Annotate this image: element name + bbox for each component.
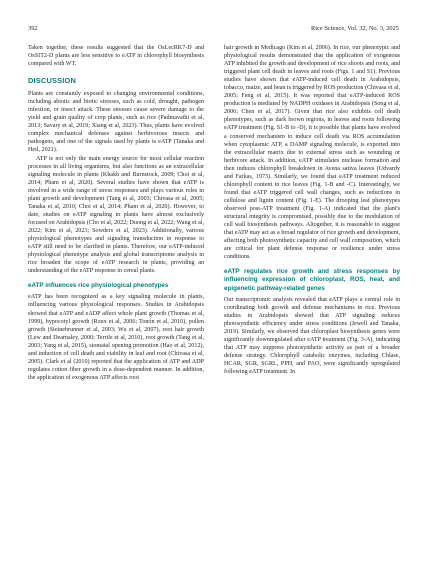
page-number: 392 (28, 25, 38, 32)
subsection-heading-transcriptome: eATP regulates rice growth and stress responses by influencing expression of chloroplast, ROS, heat, and epigenetic pathway-related genes (224, 268, 400, 292)
discussion-paragraph-2: ATP is not only the main energy source for most cellular reaction processes in all living organisms, but also functions as an extracellular signaling molecule in plants (Khakh and Burnstock, 2009; Choi et al, 2014; Pham et al, 2020). Several studies have shown that eATP is involved in a wide range of stress responses and plays various roles in plant growth and development (Tang et al, 2003; Chivasa et al, 2005; Tanaka et al, 2010; Choi et al, 2014; Pham et al, 2020). However, to date, studies on eATP signaling in plants have almost exclusively focused on Arabidopsis (Cho et al, 2022; Duong et al, 2022; Wang et al, 2022; Kim et al, 2023; Sowders et al, 2023). Additionally, various physiological phenotypes and signaling transduction in response to eATP still need to be clarified in plants. Therefore, our eATP-induced physiological phenotype analysis and global transcriptome analysis in rice broaden the scope of eATP research in plants, providing an understanding of the eATP response in cereal plants. (28, 155, 204, 275)
physiology-paragraph: eATP has been recognized as a key signaling molecule in plants, influencing various physiological responses. Studies in Arabidopsis showed that eATP and eADP affect whole plant growth (Thomas et al, 1999), hypocotyl growth (Roux et al, 2006; Tonón et al, 2010), pollen growth (Steinebrunner et al, 2003; Wu et al, 2007), root hair growth (Lew and Dearnaley, 2000; Terrile et al, 2010), root growth (Tang et al, 2003; Yang et al, 2015), stomatal opening promotion (Hao et al, 2012), and induction of cell death and viability in leaf and root (Chivasa et al, 2005). Clark et al (2010) reported that the application of ATP and ADP regulates cotton fiber growth in a dose-dependent manner. In addition, the application of exogenous ATP affects root (28, 294, 204, 381)
section-heading-discussion: DISCUSSION (28, 76, 76, 86)
running-head (28, 24, 399, 34)
intro-paragraph: Taken together, these results suggested that the OsLecRK7-D and OsSIT2-D plants are less sensitive to eATP in chlorophyll biosynthesis compared with WT. (28, 45, 204, 68)
left-column (28, 44, 204, 382)
right-column (224, 44, 400, 376)
journal-reference: Rice Science, Vol. 32, No. 3, 2025 (311, 25, 399, 32)
subsection-heading-physiology: eATP influences rice physiological phenotypes (28, 282, 169, 290)
physiology-paragraph-continued: hair growth in Medicago (Kim et al, 2006). In rice, our phenotypic and physiological results demonstrated that the application of exogenous ATP inhibited the growth and development of rice shoots and roots, and triggered plant cell death in leaves and roots (Figs. 1 and S1). Previous studies have shown that eATP-induced cell death in Arabidopsis, tobacco, maize, and bean is triggered by ROS production (Chivasa et al, 2005; Feng et al, 2015). It was reported that eATP-induced ROS production is mediated by NADPH oxidases in Arabidopsis (Song et al, 2006; Chen et al, 2017). Given that rice also exhibits cell death phenotypes, such as dark brown regions, in leaves and roots following eATP treatment (Fig. S1-B to -D), it is possible that plants have evolved a conserved mechanism to induce cell death via ROS accumulation when cytoplasmic ATP, a DAMP signaling molecule, is exported into the extracellular matrix due to external stress such as wounding or herbivore attack. In addition, eATP stimulates nuclease formation and then induces chlorophyll breakdown in Avena sativa leaves (Udvardy and Farkas, 1973). Similarly, we found that eATP treatment reduced chlorophyll content in rice leaves (Fig. 1-B and -C). Interestingly, we found that eATP triggered cell wall changes, such as reductions in cellulose and lignin content (Fig. 1-E). The drooping leaf phenotypes observed post-ATP treatment (Fig. 1-A) indicated that the plant's structural integrity is compromised, possibly due to the modulation of cell wall biosynthesis pathways. Altogether, it is reasonable to suggest that eATP may act as a broad regulator of rice growth and development, affecting both photosynthetic capacity and cell wall composition, which are critical for plant defense response or resilience under stress conditions. (224, 45, 400, 261)
transcriptome-paragraph: Our transcriptomic analysis revealed that eATP plays a central role in coordinating both growth and defense mechanisms in rice. Previous studies in Arabidopsis showed that ATP signaling reduces photosynthetic efficiency under stress conditions (Jewell and Tanaka, 2019). Similarly, we observed that chloroplast biosynthesis genes were significantly downregulated after eATP treatment (Fig. 3-A), indicating that ATP may suppress photosynthetic activity as part of a broader defense strategy. Chlorophyll catabolic enzymes, including Chlase, HCAR, SGR, SGRL, PPH, and PAO, were significantly upregulated following eATP treatment. In (224, 296, 400, 376)
discussion-paragraph-1: Plants are constantly exposed to changing environmental conditions, including abiotic and biotic stresses, such as cold, drought, pathogen infection, or insect attack. These stresses cause severe damage to the yield and grain quality of crop plants, such as rice (Padmavathi et al, 2013; Savary et al, 2019; Xiang et al, 2023). Thus, plants have evolved complex mechanical defenses against herbivorous insects and pathogens, and one of the signals used by plants is eATP (Tanaka and Heil, 2021). (28, 91, 204, 154)
